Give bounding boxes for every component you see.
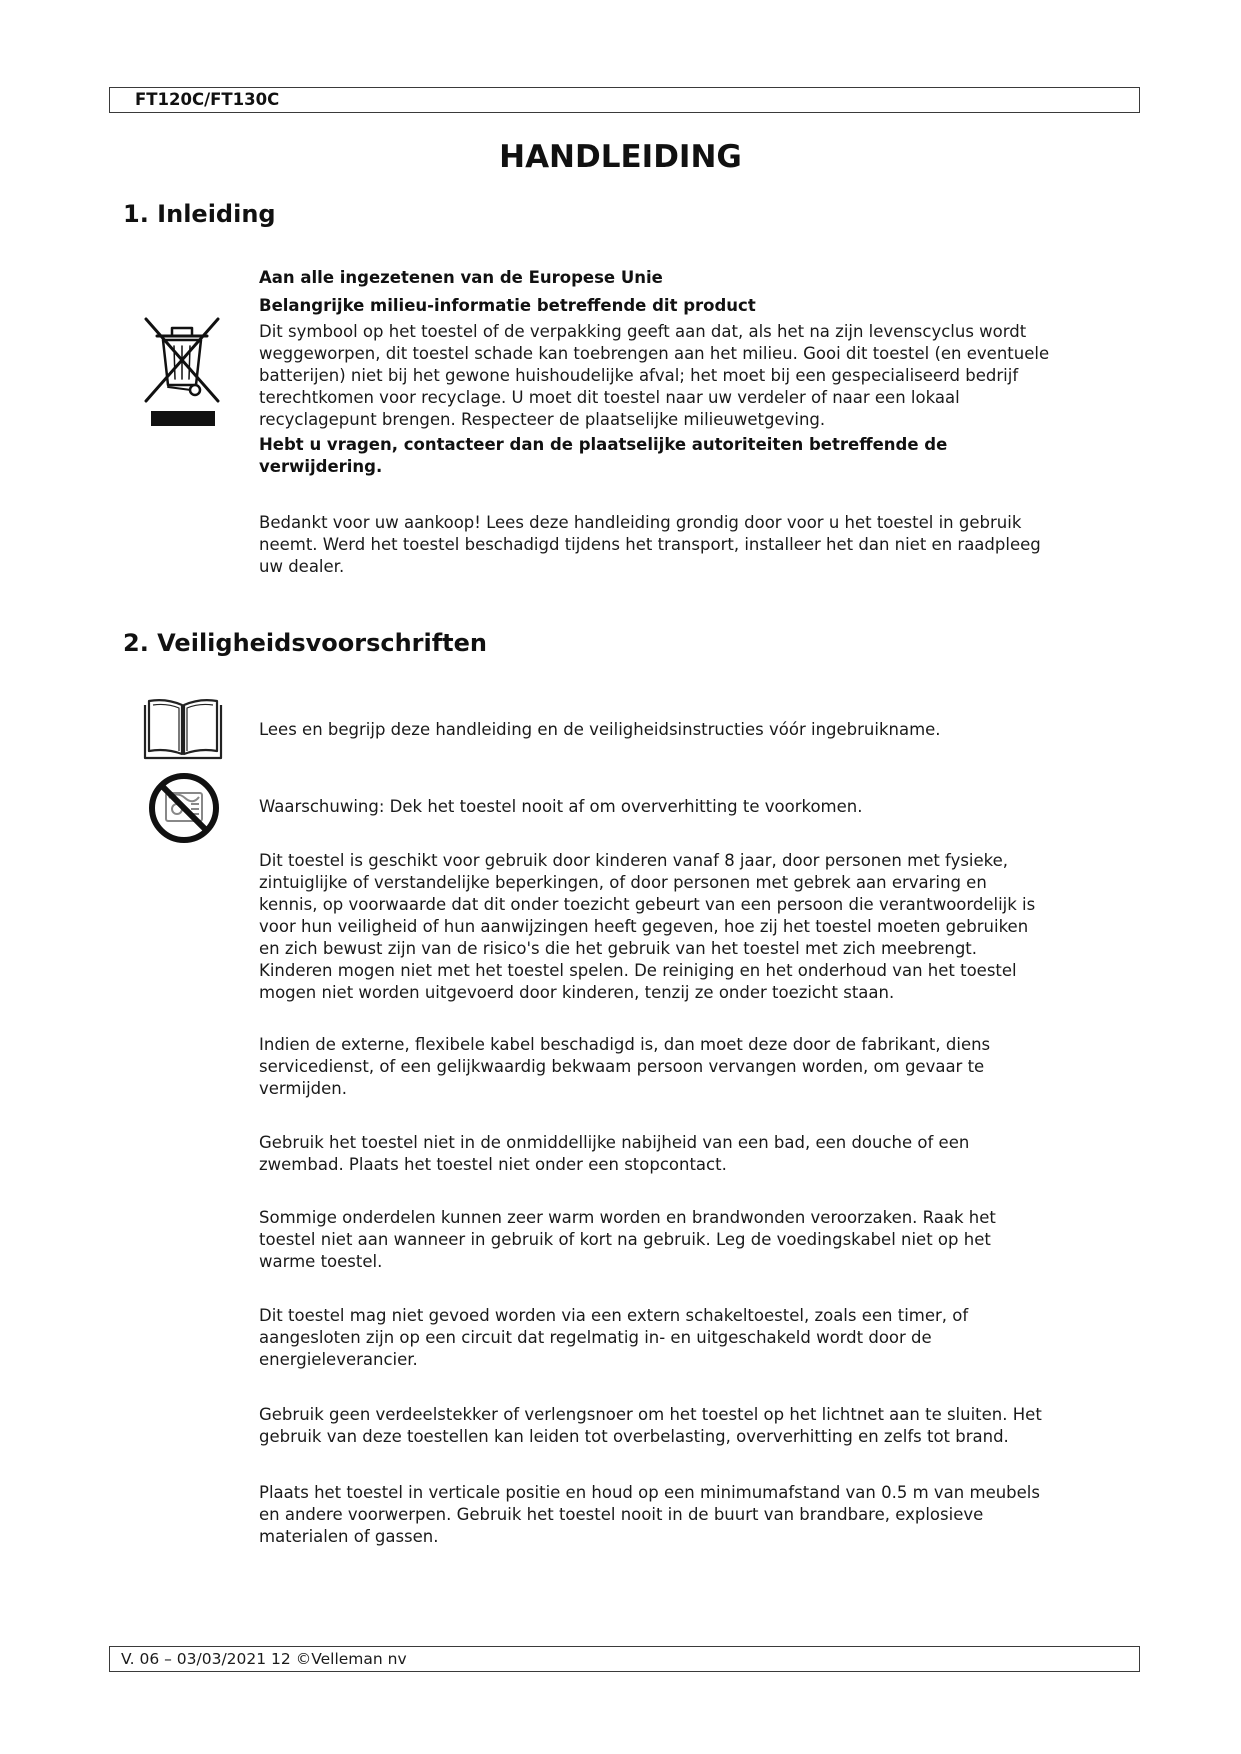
safety-paragraph-hot-parts bbox=[259, 1207, 996, 1273]
read-manual-instruction bbox=[259, 719, 941, 741]
read-manual-icon bbox=[143, 696, 223, 760]
text-line: Kinderen mogen niet met het toestel spelen. De reiniging en het onderhoud van het toestel bbox=[259, 961, 1017, 980]
text-line: weggeworpen, dit toestel schade kan toebrengen aan het milieu. Gooi dit toestel (en eventuele bbox=[259, 344, 1050, 363]
text-line: Dit toestel mag niet gevoed worden via een extern schakeltoestel, zoals een timer, of bbox=[259, 1306, 969, 1325]
text-line: aangesloten zijn op een circuit dat regelmatig in- en uitgeschakeld wordt door de bbox=[259, 1328, 932, 1347]
text-line: Dit toestel is geschikt voor gebruik door kinderen vanaf 8 jaar, door personen met fysieke, bbox=[259, 851, 1009, 870]
text-line: warme toestel. bbox=[259, 1252, 383, 1271]
text-line: kennis, op voorwaarde dat dit onder toezicht gebeurt van een persoon die verantwoordelijk is bbox=[259, 895, 1036, 914]
version-info: V. 06 – 03/03/2021 12 ©Velleman nv bbox=[121, 1650, 407, 1668]
weee-bin-icon bbox=[141, 313, 223, 429]
model-number: FT120C/FT130C bbox=[135, 90, 280, 109]
text-line: Sommige onderdelen kunnen zeer warm worden en brandwonden veroorzaken. Raak het bbox=[259, 1208, 996, 1227]
text-line: Hebt u vragen, contacteer dan de plaatselijke autoriteiten betreffende de bbox=[259, 435, 948, 454]
page-header bbox=[109, 87, 1140, 113]
text-line: toestel niet aan wanneer in gebruik of kort na gebruik. Leg de voedingskabel niet op het bbox=[259, 1230, 991, 1249]
environment-info-title bbox=[259, 295, 756, 317]
text-line: mogen niet worden uitgevoerd door kinderen, tenzij ze onder toezicht staan. bbox=[259, 983, 895, 1002]
safety-paragraph-extension bbox=[259, 1404, 1042, 1448]
text-line: en andere voorwerpen. Gebruik het toestel nooit in de buurt van brandbare, explosieve bbox=[259, 1505, 984, 1524]
text-line: Lees en begrijp deze handleiding en de veiligheidsinstructies vóór ingebruikname. bbox=[259, 720, 941, 739]
text-line: Gebruik geen verdeelstekker of verlengsnoer om het toestel op het lichtnet aan te sluiten. Het bbox=[259, 1405, 1042, 1424]
questions-note bbox=[259, 434, 947, 478]
text-line: Dit symbool op het toestel of de verpakking geeft aan dat, als het na zijn levenscyclus wordt bbox=[259, 322, 1027, 341]
text-line: neemt. Werd het toestel beschadigd tijdens het transport, installeer het dan niet en raadpleeg bbox=[259, 535, 1041, 554]
text-line: Indien de externe, flexibele kabel beschadigd is, dan moet deze door de fabrikant, diens bbox=[259, 1035, 991, 1054]
text-line: uw dealer. bbox=[259, 557, 345, 576]
do-not-cover-icon bbox=[147, 771, 221, 845]
text-line: verwijdering. bbox=[259, 457, 383, 476]
safety-paragraph-cable bbox=[259, 1034, 990, 1100]
cover-warning bbox=[259, 796, 862, 818]
section-heading-inleiding: 1. Inleiding bbox=[123, 200, 276, 228]
text-line: gebruik van deze toestellen kan leiden tot overbelasting, oververhitting en zelfs tot brand. bbox=[259, 1427, 1009, 1446]
safety-paragraph-bath bbox=[259, 1132, 969, 1176]
text-line: Plaats het toestel in verticale positie en houd op een minimumafstand van 0.5 m van meubels bbox=[259, 1483, 1040, 1502]
text-line: energieleverancier. bbox=[259, 1350, 418, 1369]
text-line: recyclagepunt brengen. Respecteer de plaatselijke milieuwetgeving. bbox=[259, 410, 826, 429]
page-footer bbox=[109, 1646, 1140, 1672]
safety-paragraph-timer bbox=[259, 1305, 968, 1371]
symbol-explanation bbox=[259, 321, 1049, 431]
safety-paragraph-children bbox=[259, 850, 1035, 1004]
text-line: Waarschuwing: Dek het toestel nooit af om oververhitting te voorkomen. bbox=[259, 797, 863, 816]
safety-paragraph-placement bbox=[259, 1482, 1040, 1548]
text-line: vermijden. bbox=[259, 1079, 347, 1098]
text-line: Bedankt voor uw aankoop! Lees deze handleiding grondig door voor u het toestel in gebruik bbox=[259, 513, 1022, 532]
text-line: Belangrijke milieu-informatie betreffende dit product bbox=[259, 296, 756, 315]
text-line: zintuiglijke of verstandelijke beperkingen, of door personen met gebrek aan ervaring en bbox=[259, 873, 987, 892]
text-line: zwembad. Plaats het toestel niet onder een stopcontact. bbox=[259, 1155, 727, 1174]
section-heading-veiligheid: 2. Veiligheidsvoorschriften bbox=[123, 629, 488, 657]
text-line: batterijen) niet bij het gewone huishoudelijke afval; het moet bij een gespecialiseerd bedrijf bbox=[259, 366, 1019, 385]
text-line: voor hun veiligheid of hun aanwijzingen heeft gegeven, hoe zij het toestel moeten gebruiken bbox=[259, 917, 1029, 936]
text-line: materialen of gassen. bbox=[259, 1527, 439, 1546]
text-line: Gebruik het toestel niet in de onmiddellijke nabijheid van een bad, een douche of een bbox=[259, 1133, 970, 1152]
document-title: HANDLEIDING bbox=[499, 139, 742, 175]
text-line: servicedienst, of een gelijkwaardig bekwaam persoon vervangen worden, om gevaar te bbox=[259, 1057, 985, 1076]
text-line: terechtkomen voor recyclage. U moet dit toestel naar uw verdeler of naar een lokaal bbox=[259, 388, 960, 407]
eu-residents-title bbox=[259, 267, 663, 289]
text-line: Aan alle ingezetenen van de Europese Unie bbox=[259, 268, 663, 287]
thanks-paragraph bbox=[259, 512, 1041, 578]
text-line: en zich bewust zijn van de risico's die het gebruik van het toestel met zich meebrengt. bbox=[259, 939, 978, 958]
